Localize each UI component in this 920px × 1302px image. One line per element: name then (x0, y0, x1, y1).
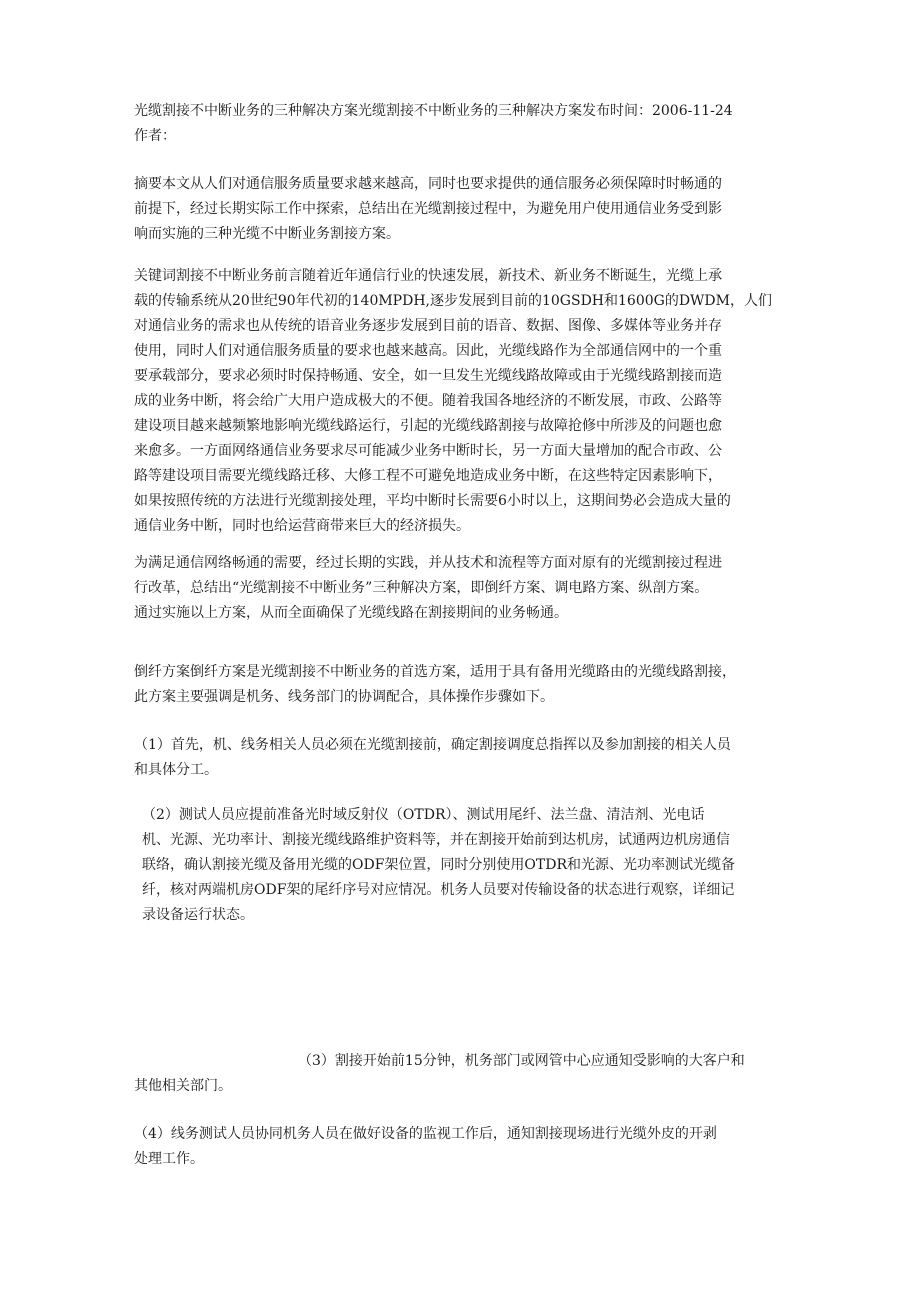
author-line: 作者： (134, 128, 176, 144)
paragraph-line: 建设项目越来越频繁地影响光缆线路运行，引起的光缆线路割接与故障抢修中所涉及的问题也愈 (134, 418, 722, 434)
paragraph-line: （2）测试人员应提前准备光时域反射仪（OTDR）、测试用尾纤、法兰盘、清洁剂、光电话 (142, 807, 705, 823)
paragraph-line: 录设备运行状态。 (142, 907, 254, 923)
paragraph-line: 倒纤方案倒纤方案是光缆割接不中断业务的首选方案，适用于具有备用光缆路由的光缆线路割接， (134, 664, 736, 680)
paragraph-line: 关键词割接不中断业务前言随着近年通信行业的快速发展，新技术、新业务不断诞生，光缆上承 (134, 268, 722, 284)
step-2-paragraph (142, 803, 794, 928)
solution-paragraph (134, 551, 794, 626)
paragraph-line: 此方案主要强调是机务、线务部门的协调配合，具体操作步骤如下。 (134, 689, 554, 705)
paragraph-line: 如果按照传统的方法进行光缆割接处理，平均中断时长需要6小时以上，这期间势必会造成大量的 (134, 493, 731, 509)
paragraph-line: 通过实施以上方案，从而全面确保了光缆线路在割接期间的业务畅通。 (134, 605, 568, 621)
step-3-paragraph (134, 1049, 794, 1099)
paragraph-line: 摘要本文从人们对通信服务质量要求越来越高，同时也要求提供的通信服务必须保障时时畅通的 (134, 176, 722, 192)
paragraph-line: 使用，同时人们对通信服务质量的要求也越来越高。因此，光缆线路作为全部通信网中的一个重 (134, 343, 722, 359)
step-1-paragraph (134, 733, 794, 783)
paragraph-line: 成的业务中断，将会给广大用户造成极大的不便。随着我国各地经济的不断发展，市政、公路等 (134, 393, 722, 409)
paragraph-line: 其他相关部门。 (134, 1078, 232, 1094)
paragraph-line: 和具体分工。 (134, 762, 218, 778)
paragraph-line: 要承载部分，要求必须时时保持畅通、安全，如一旦发生光缆线路故障或由于光缆线路割接而造 (134, 368, 722, 384)
paragraph-line: （1）首先，机、线务相关人员必须在光缆割接前，确定割接调度总指挥以及参加割接的相关人员 (134, 737, 731, 753)
paragraph-line: 响而实施的三种光缆不中断业务割接方案。 (134, 226, 400, 242)
paragraph-line: 纤，核对两端机房ODF架的尾纤序号对应情况。机务人员要对传输设备的状态进行观察，详细记 (142, 882, 735, 898)
fiber-plan-paragraph (134, 660, 794, 710)
paragraph-line: 行改革，总结出“光缆割接不中断业务”三种解决方案，即倒纤方案、调电路方案、纵剖方案。 (134, 580, 709, 596)
title-line: 光缆割接不中断业务的三种解决方案光缆割接不中断业务的三种解决方案发布时间：2006-11-24 (134, 103, 733, 119)
paragraph-line: 对通信业务的需求也从传统的语音业务逐步发展到目前的语音、数据、图像、多媒体等业务并存 (134, 318, 722, 334)
paragraph-line: 处理工作。 (134, 1151, 204, 1167)
paragraph-line: 通信业务中断，同时也给运营商带来巨大的经济损失。 (134, 518, 470, 534)
paragraph-line: 机、光源、光功率计、割接光缆线路维护资料等，并在割接开始前到达机房，试通两边机房通信 (142, 832, 730, 848)
paragraph-line: 前提下，经过长期实际工作中探索，总结出在光缆割接过程中，为避免用户使用通信业务受到影 (134, 201, 722, 217)
paragraph-line: 载的传输系统从20世纪90年代初的140MPDH,逐步发展到目前的10GSDH和1600G的DWDM，人们 (134, 293, 772, 309)
document-header (134, 99, 794, 149)
paragraph-line: 路等建设项目需要光缆线路迁移、大修工程不可避免地造成业务中断，在这些特定因素影响下， (134, 468, 722, 484)
paragraph-line: （3）割接开始前15分钟，机务部门或网管中心应通知受影响的大客户和 (298, 1053, 745, 1069)
paragraph-line: 联络，确认割接光缆及备用光缆的ODF架位置，同时分别使用OTDR和光源、光功率测试光缆备 (142, 857, 735, 873)
paragraph-line: 来愈多。一方面网络通信业务要求尽可能减少业务中断时长，另一方面大量增加的配合市政、公 (134, 443, 722, 459)
paragraph-line: （4）线务测试人员协同机务人员在做好设备的监视工作后，通知割接现场进行光缆外皮的开剥 (134, 1126, 717, 1142)
step-4-paragraph (134, 1122, 794, 1172)
keywords-paragraph (134, 264, 794, 539)
paragraph-line: 为满足通信网络畅通的需要，经过长期的实践，并从技术和流程等方面对原有的光缆割接过程进 (134, 555, 722, 571)
abstract-paragraph (134, 172, 794, 247)
